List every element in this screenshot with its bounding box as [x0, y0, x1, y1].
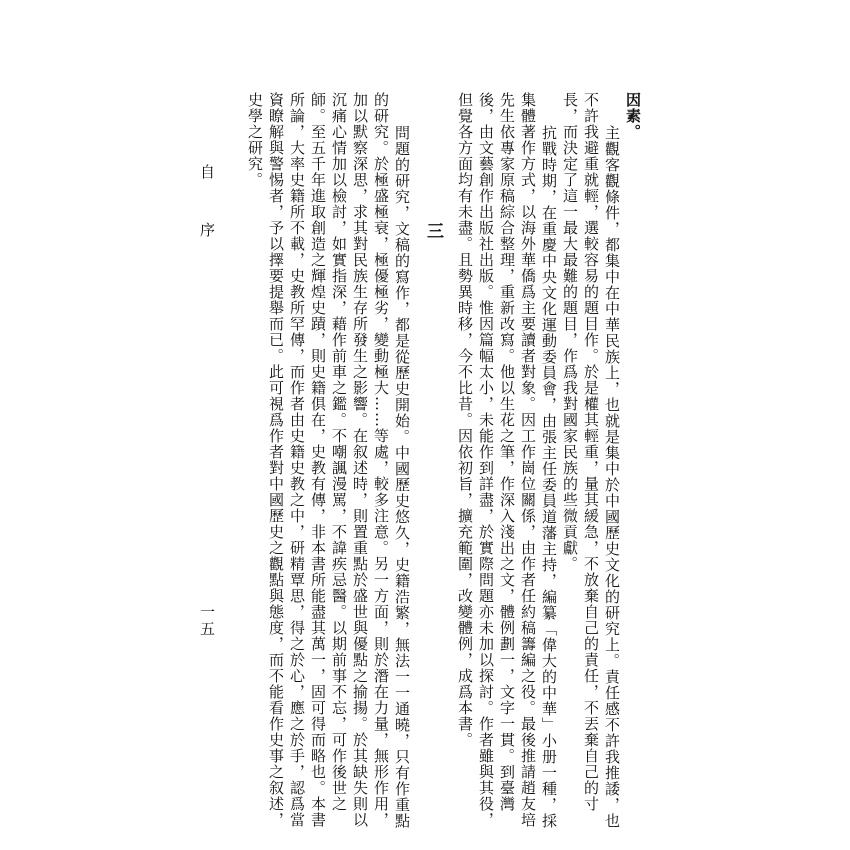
text-column: 沉痛心情加以檢討，如實指深，藉作前車之鑑。不嘲諷漫罵，不諱疾忌醫。以期前事不忘，可作後世之 [330, 92, 348, 812]
text-column: 不許我避重就輕，選較容易的題目作。於是權其輕重，量其緩急，不放棄自己的責任，不丟棄自己的寸 [582, 92, 600, 812]
book-page-body [244, 92, 643, 829]
text-column: 後，由文藝創作出版社出版。惟因篇幅太小，未能作到詳盡，於實際問題亦未加以探討。作者雖與其役， [477, 92, 495, 828]
text-column: 但覺各方面均有未盡。且勢異時移，今不比昔。因依初旨，擴充範圍，改變體例，成爲本書。 [456, 92, 474, 748]
text-column: 集體著作方式，以海外華僑爲主要讀者對象。因工作崗位關係，由作者任約稿籌編之役。最後推請趙友培 [519, 92, 537, 828]
text-column: 主觀客觀條件，都集中在中華民族上，也就是集中於中國歷史文化的研究上。責任感不許我推諉，也 [603, 125, 621, 829]
text-column: 的研究。於極盛極衰，極優極劣，變動極大……等處，較多注意。另一方面，則於潛在力量，無形作用， [372, 92, 390, 828]
section-heading: 三 [423, 222, 443, 240]
text-column: 抗戰時期，在重慶中央文化運動委員會，由張主任委員道藩主持，編纂「偉大的中華」小册一種，採 [540, 125, 558, 829]
text-column: 長，而決定了這一最大最難的題目，作爲我對國家民族的些微貢獻。 [561, 92, 579, 572]
running-footer-char: 序 [198, 222, 216, 237]
text-column: 所論，大率史籍所不載，史教所罕傳，而作者由史籍史教之中，研精覃思，得之於心，應之於手，認爲當 [288, 92, 306, 828]
text-column: 先生依專家原稿綜合整理，重新改寫。他以生花之筆，作深入淺出之文，體例劃一，文字一貫。到臺灣 [498, 92, 516, 812]
page-number: 一五 [198, 604, 216, 638]
text-column: 加以默察深思，求其對民族生存所發生之影響。在叙述時，則置重點於盛世與優點之揄揚。於其缺失則以 [351, 92, 369, 828]
text-column: 資瞭解與警惕者，予以擇要提舉而已。此可視爲作者對中國歷史之觀點與態度，而不能看作史事之叙述， [267, 92, 285, 828]
text-column: 史學之研究。 [246, 92, 264, 188]
text-column: 問題的研究，文稿的寫作，都是從歷史開始。中國歷史悠久，史籍浩繁，無法一一通曉，只有作重點 [393, 125, 411, 829]
text-column: 師。至五千年進取創造之輝煌史蹟，則史籍俱在，史教有傳，非本書所能盡其萬一，固可得而略也。本書 [309, 92, 327, 828]
text-column: 因素。 [624, 92, 642, 140]
running-footer-char: 自 [198, 164, 216, 179]
